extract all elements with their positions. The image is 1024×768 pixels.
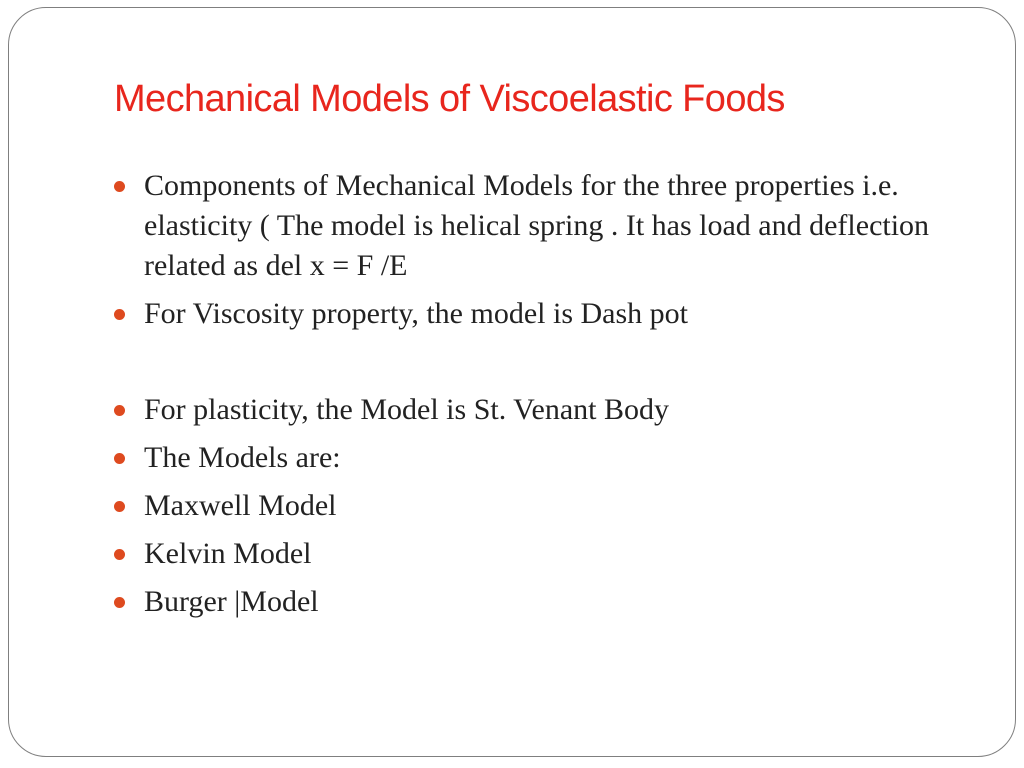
- list-item: [114, 486, 954, 526]
- slide-title: Mechanical Models of Viscoelastic Foods: [114, 78, 785, 120]
- list-item-text: Components of Mechanical Models for the three properties i.e. elasticity ( The model is helical spring . It has load and deflection related as del x = F /E: [144, 169, 930, 282]
- bullet-list: [114, 166, 954, 630]
- list-item: [114, 582, 954, 622]
- list-item-text: The Models are:: [144, 441, 341, 474]
- bullet-icon: [114, 549, 125, 560]
- list-item-text: Maxwell Model: [144, 489, 337, 522]
- bullet-icon: [114, 309, 125, 320]
- list-item-text: For plasticity, the Model is St. Venant Body: [144, 393, 669, 426]
- list-item: [114, 166, 954, 286]
- bullet-icon: [114, 453, 125, 464]
- bullet-icon: [114, 405, 125, 416]
- bullet-icon: [114, 597, 125, 608]
- list-item: [114, 534, 954, 574]
- bullet-icon: [114, 501, 125, 512]
- list-item: [114, 294, 954, 334]
- list-item-text: Burger |Model: [144, 585, 319, 618]
- list-item: [114, 438, 954, 478]
- list-item-text: Kelvin Model: [144, 537, 312, 570]
- list-item-text: For Viscosity property, the model is Dash pot: [144, 297, 688, 330]
- bullet-icon: [114, 181, 125, 192]
- list-item: [114, 390, 954, 430]
